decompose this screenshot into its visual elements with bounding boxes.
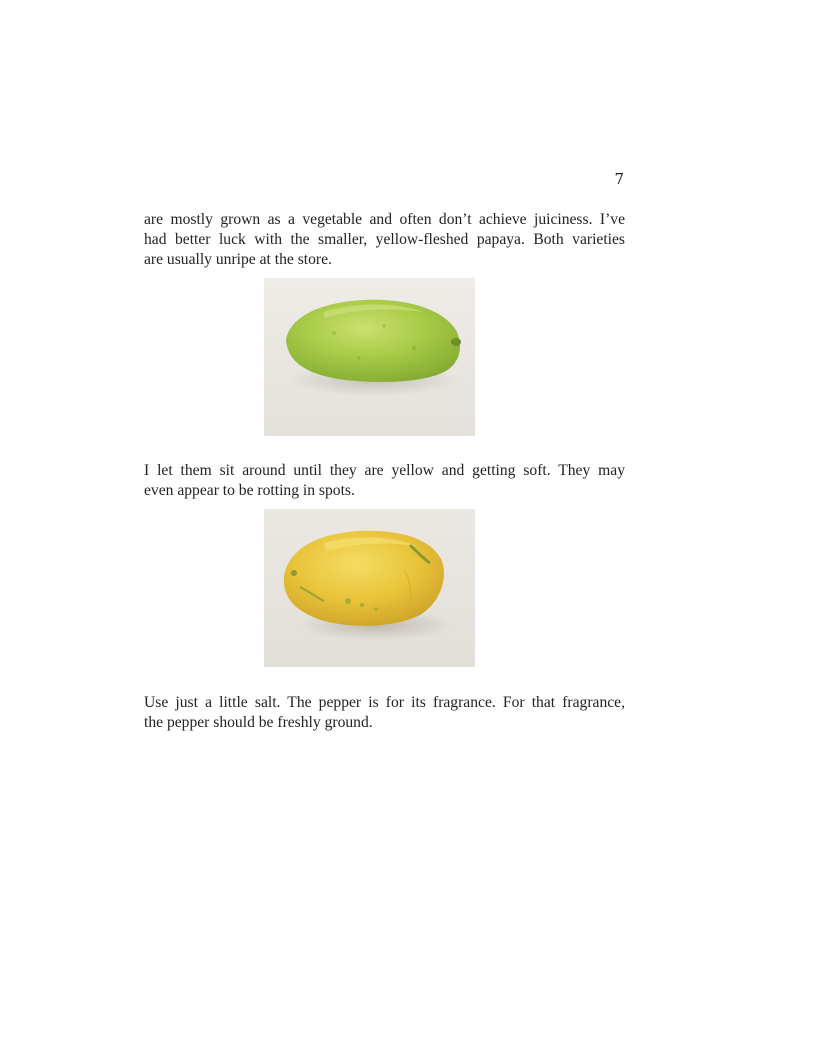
- text-line: the pepper should be freshly ground.: [144, 714, 373, 731]
- yellow-papaya-photo: [264, 509, 475, 667]
- text-line: even appear to be rotting in spots.: [144, 482, 355, 499]
- text-line: Use just a little salt. The pepper is for its fragrance. For that fragrance,: [144, 694, 625, 711]
- text-line: are mostly grown as a vegetable and often don’t achieve juiciness. I’ve: [144, 211, 625, 228]
- paragraph-ripening: [144, 461, 625, 501]
- text-line: are usually unripe at the store.: [144, 251, 332, 268]
- text-line: had better luck with the smaller, yellow-fleshed papaya. Both varieties: [144, 231, 625, 248]
- green-papaya-photo: [264, 278, 475, 436]
- page-number: 7: [614, 170, 624, 188]
- text-line: I let them sit around until they are yellow and getting soft. They may: [144, 462, 625, 479]
- paragraph-papaya-varieties: [144, 210, 625, 270]
- paragraph-salt-pepper: [144, 693, 625, 733]
